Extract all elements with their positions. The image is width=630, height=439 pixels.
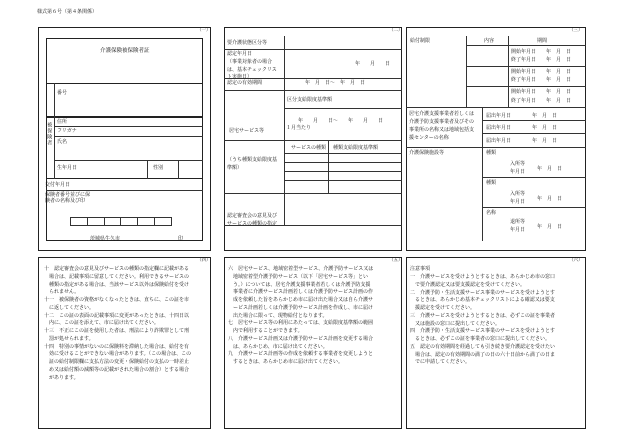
type-limit-header: 種類支給限度基準額 (333, 145, 379, 151)
admission-1: 入所等 年月日 (510, 161, 526, 175)
shimei-label: 氏名 (57, 139, 68, 145)
page-number-3: （三） (569, 28, 583, 33)
admission-2: 入所等 年月日 (510, 191, 526, 205)
end-ymd-1: 年 月 日 (546, 57, 572, 63)
cert-date-value: 年 月 日 (355, 61, 391, 67)
insurer-label: 保険者番号並びに保 険者の名称及び印 (45, 192, 91, 204)
notify-date-2: 届出年月日 (486, 125, 512, 131)
notify-date-1: 届出年月日 (486, 113, 512, 119)
issuer-seal: 印 (178, 236, 184, 242)
page-number-6: （六） (569, 258, 583, 263)
sex-label: 性別 (153, 165, 164, 171)
facility-type-1: 種類 (486, 150, 497, 156)
page-number-4: （四） (197, 258, 211, 263)
end-date-2: 終了年月日 (511, 77, 537, 83)
form-title: 様式第６号（第４条関係） (37, 9, 98, 15)
care-level-label: 要介護状態区分等 (227, 40, 268, 46)
start-date-1: 開始年月日 (511, 49, 537, 55)
notify-ymd-2: 年 月 日 (532, 125, 558, 131)
notes-panel-6: 一 介護サービスを受けようとするときは、あらかじめ市の窓口 で要介護認定又は要支援認定を受けてください。 二 介護予防・生活支援サービス事業のサービスを受けようとす るときは、あらかじめ基本チェックリストによる確認又は要支 援認定を受けてください。 三 介護サービスを受けようとするときは、必ずこの証を事業者 又は施設の窓口に提出してください。 四 介護予防・生活支援サービス事業のサービスを受けようとす るときは、必ずこの証を事業者の窓口に提出してください。 五 認定の有効期間を経過しても引き続き要介護認定を受けたい 場合は、認定の有効期間の満了の日の六十日前から満了の日ま でに申請してください。 (410, 274, 556, 366)
cert-date-label: 認定年月日 （事業対象者の場合 は、基本チェックリス ト実施日） (227, 51, 277, 81)
start-ymd-2: 年 月 日 (546, 69, 572, 75)
facility-type-2: 種類 (486, 180, 497, 186)
start-ymd-1: 年 月 日 (546, 49, 572, 55)
birthdate-label: 生年月日 (57, 165, 78, 171)
start-date-3: 開始年月日 (511, 89, 537, 95)
period-header: 期間 (537, 38, 548, 44)
notify-ymd-3: 年 月 日 (532, 138, 558, 144)
service-type-header: サービスの種類 (291, 145, 327, 151)
service-label: 居宅サービス等 (229, 128, 265, 134)
discharge-ymd: 年 月 日 (537, 224, 563, 230)
notify-date-3: 届出年月日 (486, 138, 512, 144)
notes-heading: 注意事項 (410, 266, 431, 272)
notify-ymd-1: 年 月 日 (532, 113, 558, 119)
review-board-label: 認定審査会の意見及び サービスの種類の指定 (227, 213, 278, 227)
start-date-2: 開始年月日 (511, 69, 537, 75)
end-ymd-3: 年 月 日 (546, 98, 572, 104)
jusho-label: 住所 (57, 119, 68, 125)
card-title: 介護保険被保険者証 (100, 48, 150, 54)
limit-label: 区分支給限度基準額 (287, 97, 333, 103)
notes-panel-5: 六 居宅サービス、地域密着型サービス、介護予防サービス又は 地域密着型介護予防サービス（以下「居宅サービス等」とい う。）については、居宅介護支援事業者若しくは介護予防支援 事業者に介護サービス計画若しくは介護予防サービス計画の作 成を依頼した旨をあらかじめ市に届け出た場合又は自ら介護サ ービス計画若しくは介護予防サービス計画を作成し、市に届け 出た場合に限って、現物給付となります。 七 居宅サービス等の利用にあたっては、支給限度基準額の範囲 内で利用することができます。 八 介護サービス計画又は介護予防サービス計画を変更する場合 は、あらかじめ、市に届け出てください。 九 介護サービス計画等の作成を依頼する事業者を変更しようと するときは、あらかじめ市に届け出てください。 (228, 266, 374, 365)
page-number-5: （五） (389, 258, 403, 263)
benefit-limit-label: 給付制限 (410, 38, 431, 44)
end-date-1: 終了年月日 (511, 57, 537, 63)
bango-label: 番号 (57, 90, 68, 96)
type-limit-label: （うち種類支給限度基 準額） (227, 157, 278, 171)
discharge: 退所等 年月日 (510, 219, 526, 233)
notes-panel-4: 十 認定審査会の意見及びサービスの種類の指定欄に記載がある 場合は、記載事項に留意してください。利用できるサービスの 種類の指定がある場合は、当該サービス以外は保険給付を受け られません。 十一 被保険者の資格がなくなったときは、直ちに、この証を市 に返してください。 十二 この証の表面の記載事項に変更があったときは、十四日以 内に、この証を添えて、市に届け出てください。 十三 不正にこの証を使用した者は、刑法により詐欺罪として刑 罰が処せられます。 十四 特別の事情がないのに保険料を滞納した場合は、給付を有 効に受けることができない場合があります。（この場合は、この 証の給付制限欄に支払方法の変更・保険給付の支払の一時差止 め又は給付額の減額等の記載がされた場合の割合）とする場合 があります。 (44, 266, 192, 381)
insurer-number-boxes (70, 217, 172, 226)
end-date-3: 終了年月日 (511, 98, 537, 104)
page-number-2: （二） (389, 28, 403, 33)
end-ymd-2: 年 月 日 (546, 77, 572, 83)
side-label: 被保険者 (46, 122, 53, 146)
issue-date-label: 交付年月日 (45, 182, 71, 188)
page-number-1: （一） (197, 28, 211, 33)
validity-label: 認定の有効期間 (227, 80, 263, 86)
start-ymd-3: 年 月 日 (546, 89, 572, 95)
furigana-label: フリガナ (57, 128, 77, 134)
per-month: １月当たり (286, 125, 312, 131)
care-manager-label: 居宅介護支援事業者若しくは 介護予防支援事業者及びその 事業所の名称又は地域包括支 援センターの名称 (409, 111, 475, 141)
facility-label: 介護保険施設等 (409, 150, 445, 156)
admission-ymd-2: 年 月 日 (537, 196, 563, 202)
bango-row (46, 83, 203, 117)
facility-name: 名称 (486, 210, 497, 216)
issuer-name: 茨城県牛久市 (90, 236, 121, 242)
validity-value: 年 月 日～ 年 月 日 (305, 80, 366, 86)
admission-ymd-1: 年 月 日 (537, 166, 563, 172)
limit-period: 年 月 日～ 年 月 日 (298, 118, 384, 124)
content-header: 内容 (484, 38, 495, 44)
